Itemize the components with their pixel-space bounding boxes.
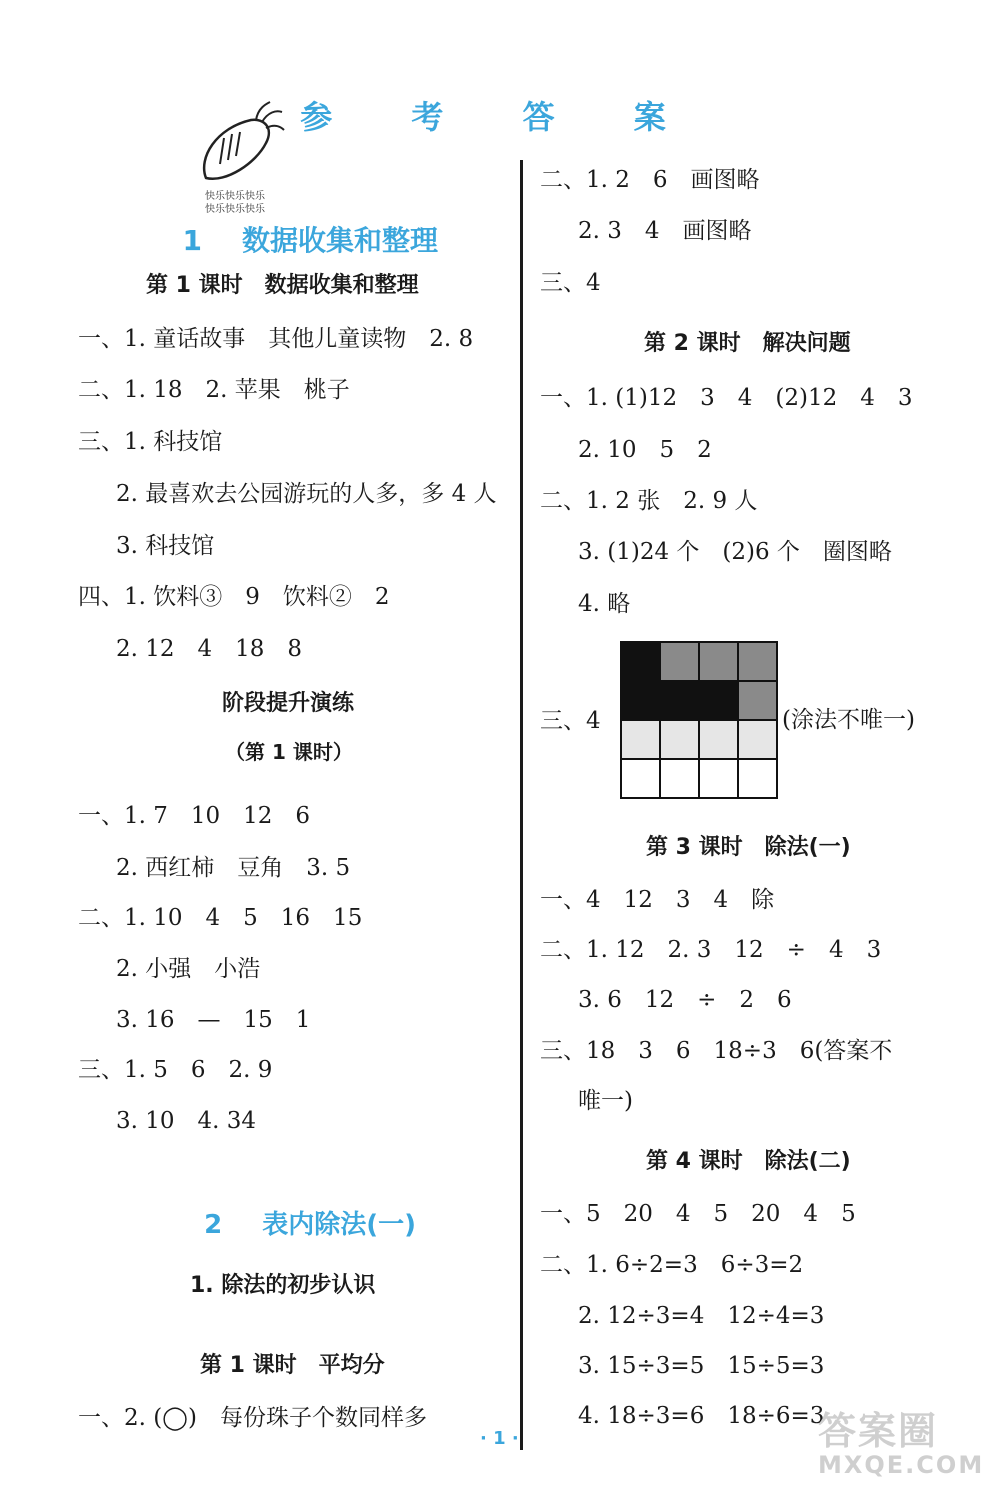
answer-line: 2. 西红柿 豆角 3. 5 <box>116 855 351 881</box>
answer-line: 二、1. 6÷2=3 6÷3=2 <box>540 1252 804 1278</box>
chapter-2-title: 表内除法(一) <box>262 1210 416 1240</box>
grid-cell <box>660 642 699 681</box>
logo-text: 快乐快乐快乐 快乐快乐快乐 <box>205 191 265 215</box>
answer-line: 3. 15÷3=5 15÷5=3 <box>578 1353 825 1379</box>
chapter-1-title: 数据收集和整理 <box>241 224 438 257</box>
stage-heading: 阶段提升演练 <box>222 691 355 716</box>
answer-line: 2. 小强 小浩 <box>116 956 261 982</box>
answer-line: 四、1. 饮料③ 9 饮料② 2 <box>78 584 390 610</box>
column-divider <box>520 160 523 1450</box>
chapter-2-number: 2 <box>204 1210 223 1240</box>
answer-line: 一、2. (◯) 每份珠子个数同样多 <box>78 1405 427 1431</box>
answer-line: 三、4 <box>540 270 601 296</box>
lesson-heading: 第 3 课时 除法(一) <box>646 835 851 860</box>
section-heading: 1. 除法的初步认识 <box>190 1273 376 1298</box>
answer-line: 3. (1)24 个 (2)6 个 圈图略 <box>578 539 892 565</box>
stage-subheading: （第 1 课时） <box>225 740 353 764</box>
grid-cell <box>621 642 660 681</box>
answer-line: 一、1. 童话故事 其他儿童读物 2. 8 <box>78 326 474 352</box>
answer-line: 一、4 12 3 4 除 <box>540 887 775 913</box>
lesson-heading: 第 1 课时 数据收集和整理 <box>146 273 419 298</box>
grid-cell <box>699 720 738 759</box>
page-number: · 1 · <box>480 1428 519 1449</box>
answer-line: 三、1. 5 6 2. 9 <box>78 1057 273 1083</box>
answer-line: 4. 略 <box>578 591 631 617</box>
answer-line: 二、1. 2 张 2. 9 人 <box>540 488 758 514</box>
answer-line: 二、1. 12 2. 3 12 ÷ 4 3 <box>540 937 882 963</box>
carrot-icon <box>196 98 286 198</box>
lesson-heading: 第 1 课时 平均分 <box>200 1353 385 1378</box>
grid-cell <box>699 681 738 720</box>
lesson-heading: 第 4 课时 除法(二) <box>646 1149 851 1174</box>
watermark-top: 答案圈 <box>818 1409 939 1453</box>
grid-cell <box>660 720 699 759</box>
answer-line: 二、1. 2 6 画图略 <box>540 167 760 193</box>
watermark <box>818 1400 984 1479</box>
grid-cell <box>621 681 660 720</box>
grid-cell <box>738 642 777 681</box>
answer-line: 2. 12 4 18 8 <box>116 636 303 662</box>
answer-line: 一、5 20 4 5 20 4 5 <box>540 1201 856 1227</box>
shaded-grid <box>620 641 778 799</box>
answer-line: 3. 16 — 15 1 <box>116 1007 311 1033</box>
lesson-heading: 第 2 课时 解决问题 <box>644 331 851 356</box>
answer-line: 2. 12÷3=4 12÷4=3 <box>578 1303 825 1329</box>
chapter-2-heading <box>186 1174 416 1241</box>
answer-line: 3. 科技馆 <box>116 533 215 559</box>
grid-cell <box>660 681 699 720</box>
answer-line: 二、1. 10 4 5 16 15 <box>78 905 363 931</box>
answer-line: 三、18 3 6 18÷3 6(答案不 <box>540 1038 893 1064</box>
grid-cell <box>738 759 777 798</box>
page-title: 参 考 答 案 <box>300 98 700 136</box>
answer-line: 二、1. 18 2. 苹果 桃子 <box>78 377 350 403</box>
answer-line: 4. 18÷3=6 18÷6=3 <box>578 1403 825 1429</box>
grid-cell <box>660 759 699 798</box>
grid-cell <box>699 642 738 681</box>
answer-line: 一、1. 7 10 12 6 <box>78 803 311 829</box>
grid-cell <box>621 759 660 798</box>
grid-cell <box>699 759 738 798</box>
answer-line: 3. 10 4. 34 <box>116 1108 257 1134</box>
answer-line: 3. 6 12 ÷ 2 6 <box>578 987 792 1013</box>
chapter-1-number: 1 <box>182 224 202 257</box>
grid-cell <box>621 720 660 759</box>
answer-line: 2. 3 4 画图略 <box>578 218 752 244</box>
watermark-bottom: MXQE.COM <box>818 1451 985 1479</box>
grid-cell <box>738 681 777 720</box>
grid-cell <box>738 720 777 759</box>
answer-line: 2. 最喜欢去公园游玩的人多，多 4 人 <box>116 481 497 507</box>
answer-line: 一、1. (1)12 3 4 (2)12 4 3 <box>540 385 913 411</box>
grid-note: (涂法不唯一) <box>782 707 915 733</box>
answer-line: 三、1. 科技馆 <box>78 429 223 455</box>
answer-line: 2. 10 5 2 <box>578 437 712 463</box>
answer-line: 三、4 <box>540 708 601 734</box>
answer-line: 唯一) <box>578 1088 633 1114</box>
chapter-1-heading <box>163 186 438 259</box>
